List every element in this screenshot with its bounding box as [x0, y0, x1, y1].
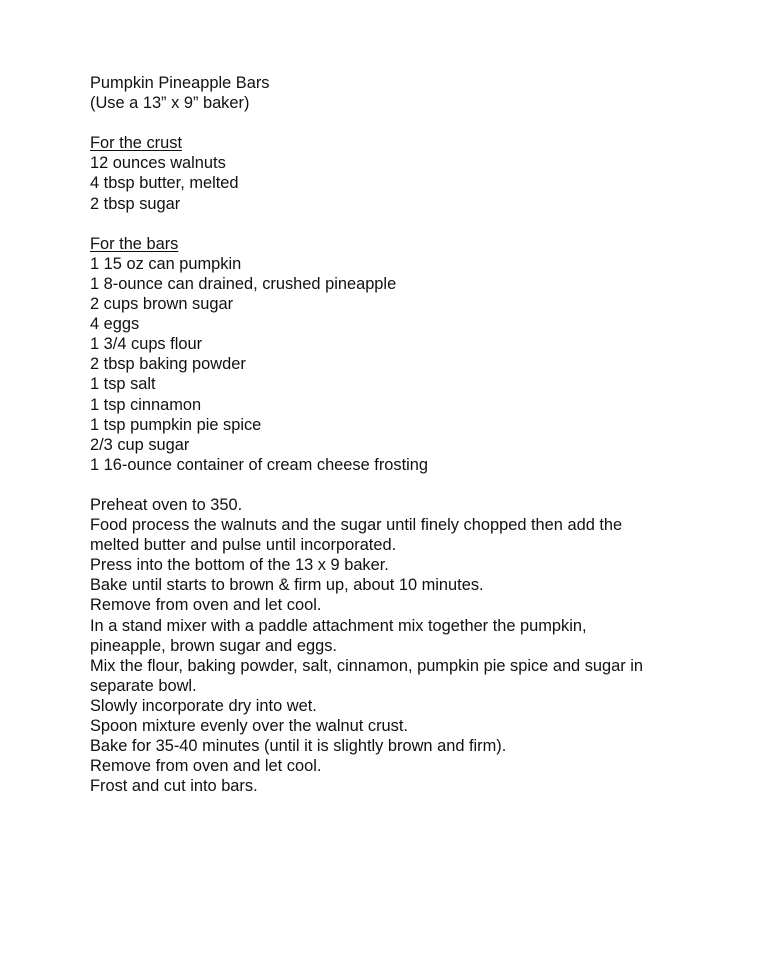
direction-step: Frost and cut into bars. — [90, 777, 258, 796]
direction-step: Bake for 35-40 minutes (until it is slightly brown and firm). — [90, 737, 507, 756]
direction-step: Remove from oven and let cool. — [90, 757, 322, 776]
bars-ingredient: 1 tsp salt — [90, 375, 156, 394]
bars-heading: For the bars — [90, 234, 179, 253]
directions — [90, 495, 690, 796]
bars-ingredient: 4 eggs — [90, 315, 140, 334]
recipe-title: Pumpkin Pineapple Bars — [90, 74, 270, 92]
direction-step-continued: melted butter and pulse until incorporated. — [90, 536, 397, 555]
bars-ingredient: 1 8-ounce can drained, crushed pineapple — [90, 274, 397, 293]
direction-step-continued: separate bowl. — [90, 676, 197, 695]
direction-step: Bake until starts to brown & firm up, about 10 minutes. — [90, 576, 484, 595]
spacer — [90, 113, 690, 133]
crust-ingredient: 2 tbsp sugar — [90, 194, 181, 213]
bars-ingredient: 1 tsp cinnamon — [90, 395, 202, 414]
bars-ingredient: 2/3 cup sugar — [90, 435, 190, 454]
recipe-document — [90, 73, 690, 796]
direction-step-continued: pineapple, brown sugar and eggs. — [90, 636, 337, 655]
direction-step: Press into the bottom of the 13 x 9 baker. — [90, 556, 389, 575]
bars-ingredient: 1 16-ounce container of cream cheese frosting — [90, 455, 429, 474]
direction-step: Slowly incorporate dry into wet. — [90, 696, 317, 715]
spacer — [90, 475, 690, 495]
direction-step: Spoon mixture evenly over the walnut crust. — [90, 717, 408, 735]
crust-ingredient: 4 tbsp butter, melted — [90, 174, 239, 193]
bars-ingredient: 1 3/4 cups flour — [90, 335, 203, 354]
recipe-subtitle: (Use a 13” x 9” baker) — [90, 94, 250, 113]
bars-ingredient: 2 tbsp baking powder — [90, 355, 246, 374]
bars-ingredient: 1 15 oz can pumpkin — [90, 254, 242, 273]
spacer — [90, 214, 690, 234]
bars-ingredient: 2 cups brown sugar — [90, 295, 234, 314]
direction-step: Remove from oven and let cool. — [90, 596, 322, 615]
bars-ingredient: 1 tsp pumpkin pie spice — [90, 415, 262, 434]
direction-step: In a stand mixer with a paddle attachment mix together the pumpkin, — [90, 616, 587, 635]
crust-heading: For the crust — [90, 134, 182, 153]
direction-step: Food process the walnuts and the sugar until finely chopped then add the — [90, 516, 623, 535]
direction-step: Mix the flour, baking powder, salt, cinnamon, pumpkin pie spice and sugar in — [90, 656, 644, 675]
direction-step: Preheat oven to 350. — [90, 495, 243, 514]
crust-ingredient: 12 ounces walnuts — [90, 154, 226, 173]
